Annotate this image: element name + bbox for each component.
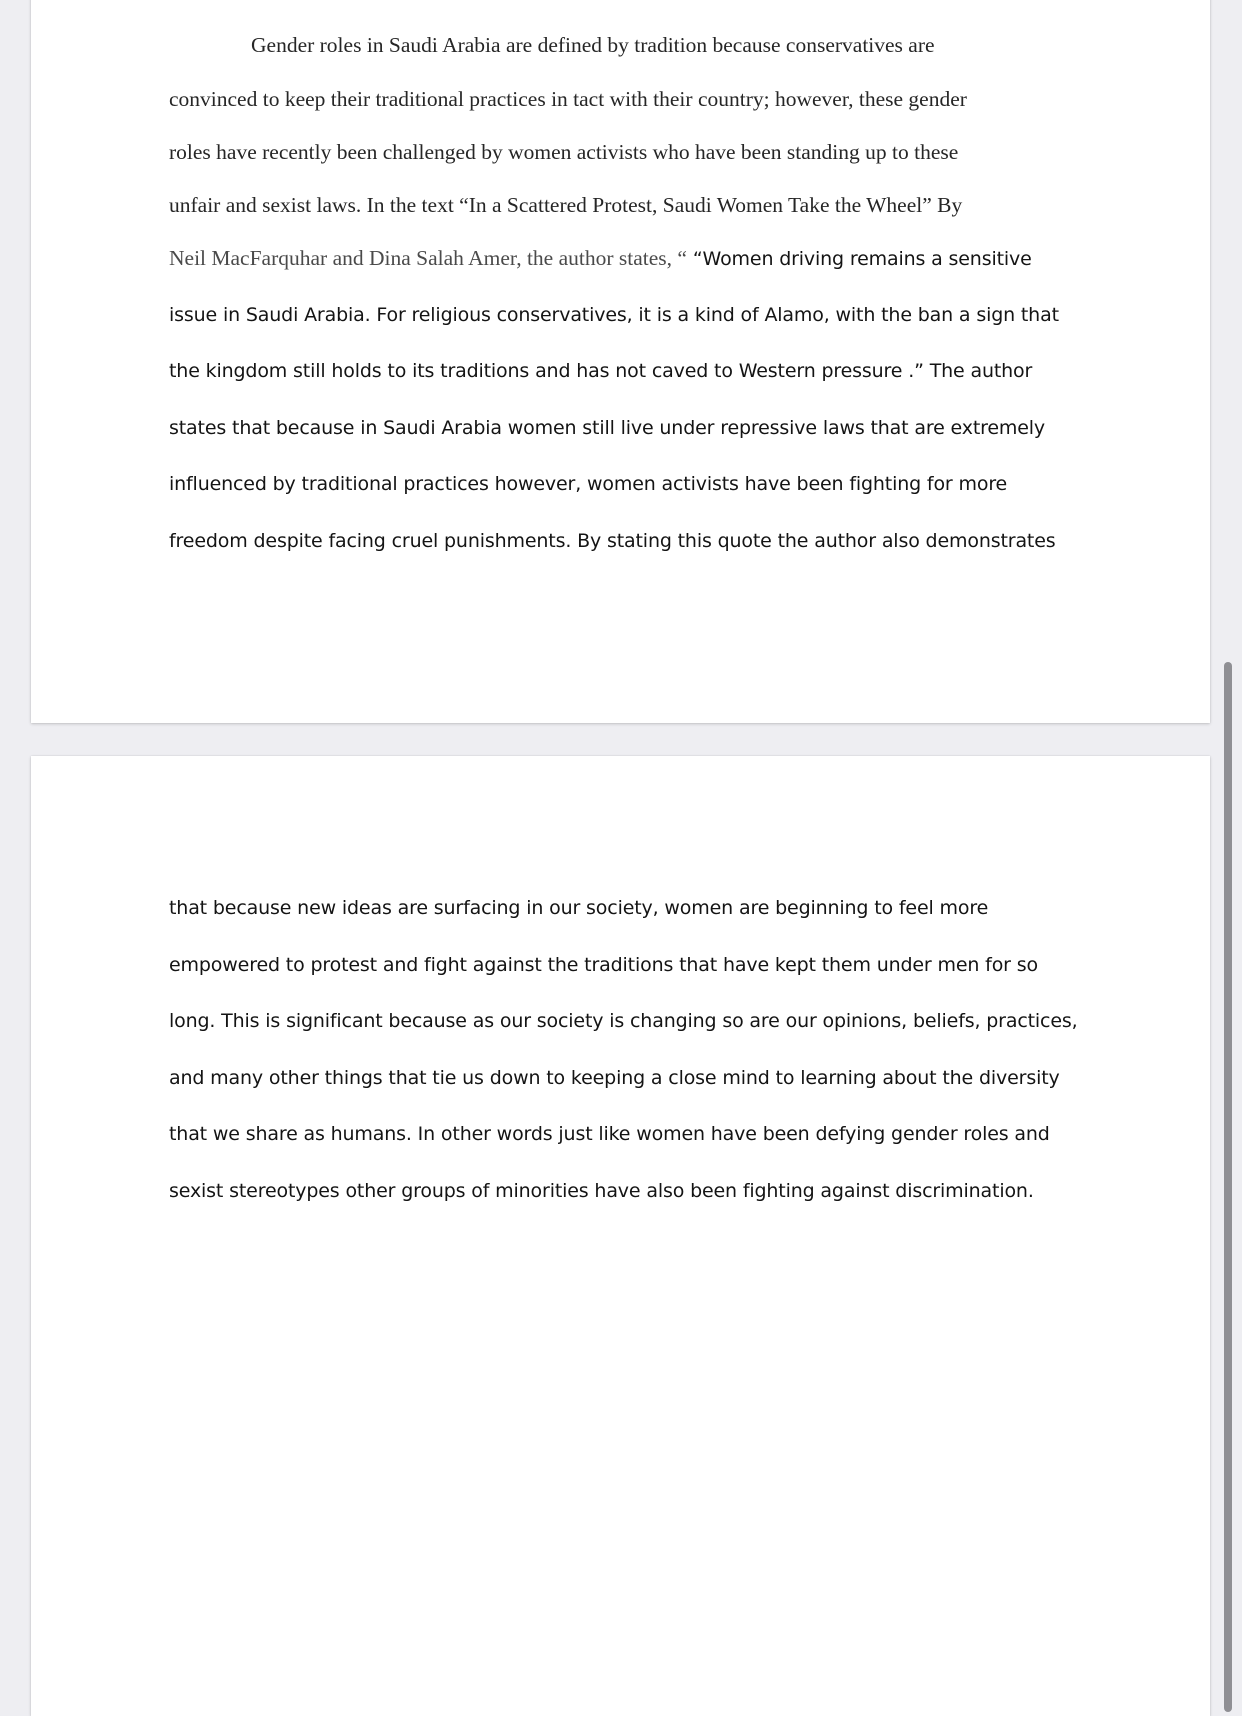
paragraph-line: convinced to keep their traditional practices in tact with their country; however, these gender — [169, 87, 967, 111]
paragraph-line: empowered to protest and fight against the traditions that have kept them under men for so — [169, 954, 1038, 976]
quote-text: “Women driving remains a sensitive — [686, 248, 1032, 270]
paragraph-line: roles have recently been challenged by women activists who have been standing up to these — [169, 140, 959, 164]
paragraph-line: the kingdom still holds to its traditions and has not caved to Western pressure .” The author — [169, 360, 1033, 382]
paragraph-line: long. This is significant because as our society is changing so are our opinions, beliefs, practices, — [169, 1010, 1078, 1032]
paragraph-line: issue in Saudi Arabia. For religious conservatives, it is a kind of Alamo, with the ban a sign that — [169, 304, 1059, 326]
document-page-2 — [31, 756, 1210, 1716]
paragraph-line: Gender roles in Saudi Arabia are defined by tradition because conservatives are — [251, 33, 935, 57]
vertical-scrollbar-thumb[interactable] — [1224, 662, 1232, 1712]
document-page-1 — [31, 0, 1210, 723]
paragraph-line: sexist stereotypes other groups of minorities have also been fighting against discrimination. — [169, 1180, 1034, 1202]
paragraph-line: influenced by traditional practices however, women activists have been fighting for more — [169, 473, 1008, 495]
paragraph-line: freedom despite facing cruel punishments. By stating this quote the author also demonstrates — [169, 530, 1056, 552]
paragraph-line: and many other things that tie us down to keeping a close mind to learning about the diversity — [169, 1067, 1060, 1089]
paragraph-line-mixed — [169, 248, 1032, 270]
paragraph-line: that we share as humans. In other words just like women have been defying gender roles and — [169, 1123, 1050, 1145]
paragraph-line: unfair and sexist laws. In the text “In a Scattered Protest, Saudi Women Take the Wheel” By — [169, 193, 963, 217]
paragraph-line: states that because in Saudi Arabia women still live under repressive laws that are extremely — [169, 417, 1046, 439]
citation-text: Neil MacFarquhar and Dina Salah Amer, the author states, “ — [169, 246, 687, 270]
paragraph-line: that because new ideas are surfacing in our society, women are beginning to feel more — [169, 897, 989, 919]
